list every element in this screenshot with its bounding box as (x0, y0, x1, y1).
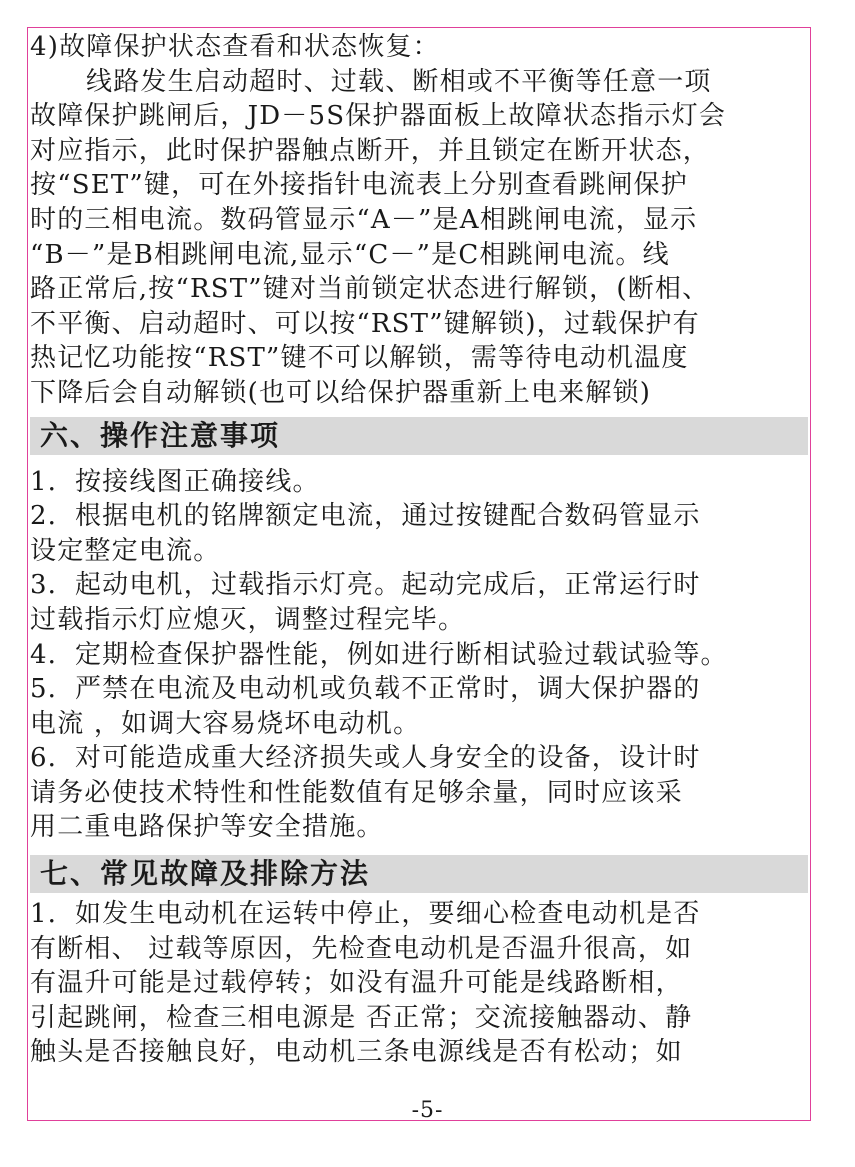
list-item-continuation: 过载指示灯应熄灭，调整过程完毕。 (30, 604, 466, 635)
page-number: -5- (411, 1098, 444, 1123)
list-item: 1．如发生电动机在运转中停止，要细心检查电动机是否 (30, 899, 701, 930)
subsection-heading: 4)故障保护状态查看和状态恢复： (30, 32, 440, 62)
paragraph-line: 按“SET”键，可在外接指针电流表上分别查看跳闸保护 (30, 170, 688, 201)
section-troubleshooting (30, 855, 808, 1070)
list-item-continuation: 有断相、 过载等原因，先检查电动机是否温升很高，如 (30, 933, 693, 964)
section-fault-status-recovery (30, 30, 808, 411)
list-item: 3．起动电机，过载指示灯亮。起动完成后，正常运行时 (30, 570, 701, 601)
list-item-continuation: 用二重电路保护等安全措施。 (30, 812, 384, 843)
paragraph-line: 故障保护跳闸后，JD－5S保护器面板上故障状态指示灯会 (30, 101, 727, 132)
paragraph-line: “B－”是B相跳闸电流,显示“C－”是C相跳闸电流。线 (30, 239, 670, 270)
paragraph-line: 线路发生启动超时、过载、断相或不平衡等任意一项 (86, 66, 712, 97)
section-operation-notes (30, 417, 808, 846)
list-item-continuation: 有温升可能是过载停转；如没有温升可能是线路断相， (30, 968, 683, 999)
page-content (30, 30, 808, 1070)
list-item-continuation: 电流 ，如调大容易烧坏电动机。 (30, 708, 421, 739)
list-item-continuation: 触头是否接触良好，电动机三条电源线是否有松动；如 (30, 1037, 683, 1068)
list-item: 4．定期检查保护器性能，例如进行断相试验过载试验等。 (30, 639, 728, 670)
paragraph-line: 不平衡、启动超时、可以按“RST”键解锁)，过载保护有 (30, 308, 700, 339)
list-item-continuation: 设定整定电流。 (30, 535, 221, 566)
list-item-continuation: 引起跳闸，检查三相电源是 否正常；交流接触器动、静 (30, 1002, 693, 1033)
list-item-continuation: 请务必使技术特性和性能数值有足够余量，同时应该采 (30, 777, 683, 808)
list-item: 5．严禁在电流及电动机或负载不正常时，调大保护器的 (30, 674, 701, 705)
paragraph-line: 下降后会自动解锁(也可以给保护器重新上电来解锁) (30, 377, 652, 408)
list-item: 6．对可能造成重大经济损失或人身安全的设备，设计时 (30, 743, 701, 774)
section-heading: 七、常见故障及排除方法 (30, 855, 808, 893)
paragraph-line: 时的三相电流。数码管显示“A－”是A相跳闸电流，显示 (30, 204, 698, 235)
paragraph-line: 对应指示，此时保护器触点断开，并且锁定在断开状态， (30, 135, 711, 166)
list-item: 1．按接线图正确接线。 (30, 466, 320, 497)
list-item: 2．根据电机的铭牌额定电流，通过按键配合数码管显示 (30, 501, 701, 532)
paragraph-line: 路正常后,按“RST”键对当前锁定状态进行解锁，(断相、 (30, 274, 710, 305)
paragraph-line: 热记忆功能按“RST”键不可以解锁，需等待电动机温度 (30, 343, 689, 374)
section-heading: 六、操作注意事项 (30, 417, 808, 455)
